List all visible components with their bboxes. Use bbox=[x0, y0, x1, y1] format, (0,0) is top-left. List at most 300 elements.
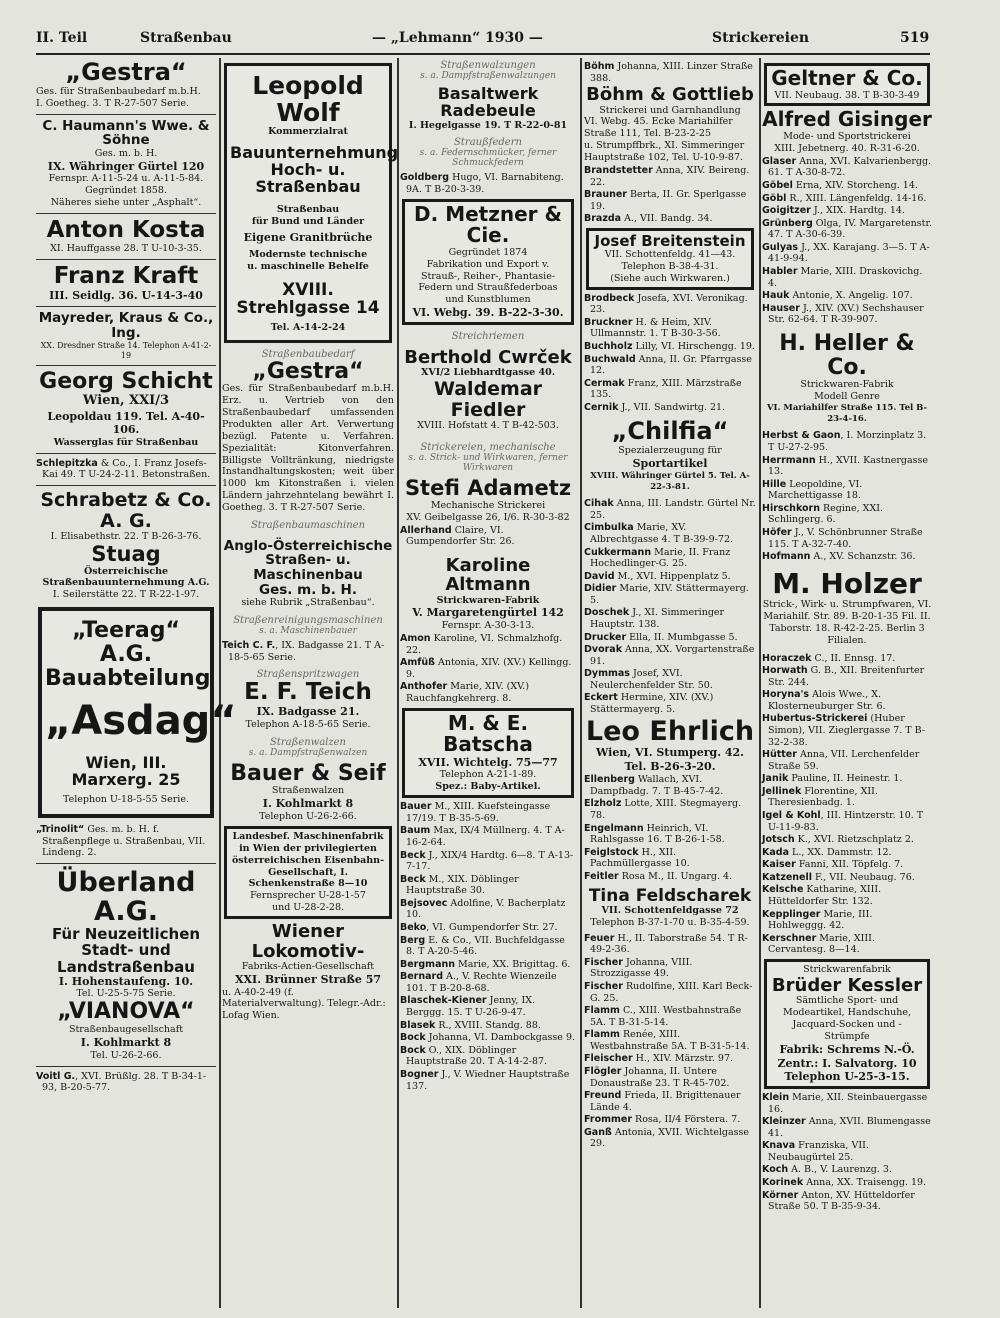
listing-line: Strickwaren-Fabrik bbox=[436, 594, 540, 606]
listing-line: Strickerei und Garnhandlung bbox=[599, 104, 741, 116]
ad-line: „Teerag“ A.G. bbox=[72, 618, 180, 667]
entry-name: Höfer bbox=[762, 527, 792, 539]
entry-text: (Huber Simon), VII. Zieglergasse 7. T B-32-2-38. bbox=[768, 713, 926, 748]
entry-name: Beck bbox=[400, 849, 426, 861]
directory-entry bbox=[762, 430, 932, 453]
listing-bauer-seif bbox=[222, 762, 394, 823]
listing-fiedler bbox=[400, 379, 576, 432]
directory-entry bbox=[584, 871, 756, 883]
listing-name: Leo Ehrlich bbox=[585, 715, 755, 747]
rubric-heading: Straßenwalzungen bbox=[440, 60, 536, 71]
entry-list bbox=[762, 430, 932, 562]
rubric-heading: Straßenwalzen bbox=[270, 736, 346, 748]
listing-line: Mechanische Strickerei bbox=[430, 499, 546, 511]
divider bbox=[36, 259, 216, 260]
directory-entry bbox=[400, 825, 576, 848]
directory-entry bbox=[762, 1164, 932, 1176]
listing-vianova bbox=[36, 1000, 216, 1061]
entry-name: Fleischer bbox=[584, 1053, 633, 1065]
ad-line: Telephon U-18-5-55 Serie. bbox=[62, 794, 189, 806]
listing-text: Antonia, XIV. (XV.) Kellingg. 9. bbox=[406, 657, 572, 680]
directory-entry bbox=[584, 847, 756, 870]
ad-line: Fernsprecher U-28-1-57 bbox=[250, 890, 366, 902]
listing-line: Telephon A-18-5-65 Serie. bbox=[245, 718, 371, 730]
ad-line: Strickwarenfabrik bbox=[803, 963, 891, 975]
entry-name: Drucker bbox=[584, 631, 627, 643]
directory-entry bbox=[762, 859, 932, 871]
ad-brand: Leopold Wolf bbox=[252, 71, 364, 127]
listing-ef-teich bbox=[222, 680, 394, 730]
listing-chilfia bbox=[584, 419, 756, 492]
entry-name: Kada bbox=[762, 846, 789, 858]
directory-entry bbox=[762, 180, 932, 192]
entry-text: O., XIX. Döblinger Hauptstraße 20. T A-14-2-87. bbox=[406, 1044, 548, 1068]
entry-text: R., XVIII. Standg. 88. bbox=[435, 1019, 541, 1031]
entry-text: H., XVII. Kastnergasse 13. bbox=[768, 454, 928, 478]
listing-heller bbox=[762, 332, 932, 425]
listing-line: IX. Währinger Gürtel 120 bbox=[47, 159, 205, 173]
entry-name: Hubertus-Strickerei bbox=[762, 713, 868, 725]
entry-list bbox=[584, 165, 756, 225]
listing-line: Leopoldau 119. Tel. A-40-106. bbox=[47, 409, 205, 437]
entry-text: Heinrich, VI. Rahlsgasse 16. T B-26-1-58. bbox=[590, 822, 725, 846]
directory-entry bbox=[400, 995, 576, 1018]
ad-line: XVII. Wichtelg. 75—77 bbox=[418, 755, 558, 769]
entry-name: Bernard bbox=[400, 971, 444, 983]
ad-line: Landesbef. Maschinenfabrik in Wien der privilegierten österreichischen Eisenbahn-Gesellschaft, I. Schenkenstraße 8—10 bbox=[231, 830, 385, 890]
listing-teich bbox=[222, 640, 394, 663]
divider bbox=[36, 453, 216, 454]
entry-name: Doschek bbox=[584, 607, 630, 619]
directory-entry bbox=[400, 1045, 576, 1068]
directory-entry bbox=[584, 933, 756, 956]
entry-text: Fanni, XII. Töpfelg. 7. bbox=[795, 859, 904, 871]
listing-haumann bbox=[36, 119, 216, 209]
entry-text: Max, IX/4 Müllnerg. 4. T A-16-2-64. bbox=[406, 825, 565, 848]
entry-name: Cimbulka bbox=[584, 522, 634, 534]
ad-line: VII. Neubaug. 38. T B-30-3-49 bbox=[774, 89, 920, 101]
listing-line: Fernspr. A-11-5-24 u. A-11-5-84. bbox=[48, 173, 204, 185]
listing-line: I. Hohenstaufeng. 10. bbox=[58, 974, 194, 988]
entry-name: Buchholz bbox=[584, 340, 633, 352]
directory-entry bbox=[584, 1090, 756, 1113]
ad-brand: D. Metzner & Cie. bbox=[414, 201, 562, 248]
entry-name: Elzholz bbox=[584, 798, 622, 810]
listing-line: Für Neuzeitlichen Stadt- und Landstraßenbau bbox=[51, 925, 201, 976]
entry-text: Franziska, VII. Neubaugürtel 25. bbox=[768, 1140, 869, 1163]
ad-line: (Siehe auch Wirkwaren.) bbox=[610, 272, 730, 284]
listing-name: Anthofer bbox=[400, 681, 448, 693]
listing-line: VII. Schottenfeldgasse 72 bbox=[601, 904, 739, 916]
entry-text: Olga, IV. Margaretenstr. 47. T A-30-6-39. bbox=[768, 217, 932, 241]
header-rule bbox=[36, 53, 930, 55]
entry-name: Bock bbox=[400, 1044, 426, 1056]
listing-name: H. Heller & Co. bbox=[779, 330, 915, 380]
ad-line: VI. Webg. 39. B-22-3-30. bbox=[412, 306, 564, 320]
column-1 bbox=[36, 58, 237, 1095]
entry-text: Marie, III. Hohlweggg. 42. bbox=[768, 908, 873, 932]
entry-list bbox=[762, 653, 932, 956]
ad-brand: M. & E. Batscha bbox=[443, 710, 533, 757]
entry-text: Anna, XVI. Kalvarienbergg. 61. T A-30-8-72. bbox=[768, 155, 932, 179]
directory-entry bbox=[584, 1066, 756, 1089]
listing-boehm-gottlieb bbox=[584, 85, 756, 164]
entry-name: Dymmas bbox=[584, 668, 630, 680]
directory-entry bbox=[584, 1053, 756, 1065]
entry-name: Brauner bbox=[584, 189, 627, 201]
ad-leopold-wolf bbox=[224, 63, 399, 343]
listing-name: C. Haumann's Wwe. & Söhne bbox=[42, 117, 210, 149]
entry-text: F., VII. Neubaug. 76. bbox=[812, 871, 915, 883]
directory-entry bbox=[762, 665, 932, 688]
entry-list bbox=[584, 498, 756, 715]
directory-entry bbox=[762, 689, 932, 712]
listing-line: V. Margaretengürtel 142 bbox=[412, 606, 564, 620]
listing-text: Hugo, VI. Barnabiteng. 9A. T B-20-3-39. bbox=[406, 172, 564, 195]
ad-line: für Bund und Länder bbox=[251, 215, 365, 227]
entry-name: Knava bbox=[762, 1140, 796, 1152]
listing-line: Wasserglas für Straßenbau bbox=[53, 437, 199, 448]
listing-name: Amfüß bbox=[400, 657, 435, 669]
entry-text: Johanna, VI. Dambockgasse 9. bbox=[425, 1032, 576, 1044]
entry-text: Frieda, II. Brigittenauer Lände 4. bbox=[590, 1090, 741, 1113]
directory-entry bbox=[762, 1177, 932, 1189]
entry-name: Horaczek bbox=[762, 652, 812, 664]
section-title-left: Straßenbau bbox=[140, 30, 232, 46]
ad-line: Telephon A-21-1-89. bbox=[439, 769, 537, 781]
entry-text: Anna, VII. Lerchenfelder Straße 59. bbox=[768, 749, 920, 772]
ad-line: Kommerzialrat bbox=[268, 126, 348, 137]
listing-line: Strickwaren-Fabrik bbox=[800, 379, 894, 391]
directory-entry bbox=[762, 884, 932, 907]
entry-text: R., XIII. Längenfeldg. 14-16. bbox=[786, 192, 927, 204]
entry-list bbox=[400, 801, 576, 1092]
listing-name: „Trinolit“ bbox=[36, 824, 85, 836]
listing-line: Tel. U-26-2-66. bbox=[90, 1049, 162, 1061]
part-label: II. Teil bbox=[36, 30, 88, 46]
entry-name: David bbox=[584, 570, 615, 582]
listing-lokomotiv bbox=[222, 922, 394, 1022]
entry-text: Anton, XV. Hütteldorfer Straße 50. T B-35-9-34. bbox=[768, 1189, 915, 1213]
entry-text: , VI. Gumpendorfer Str. 27. bbox=[426, 921, 558, 933]
listing-text: Ges. für Straßenbaubedarf m.b.H. Erz. u. Vertrieb von den Straßenbaubedarf umfassenden Produkten aller Art. Verwertung bezügl. Patente u. Verfahren. Spezialität: Kitonverfahren. Billigste Volltränkung, niedrigste Instandhaltungskosten; weit über 1000 km Kitonstraßen i. vielen Ländern jahrzehntelang bewährt I. Goetheg. 3. T R-27-507 Serie. bbox=[222, 383, 394, 514]
entry-text: H., XII. Pachmüllergasse 10. bbox=[590, 846, 690, 870]
ad-brand: Brüder Kessler bbox=[771, 974, 923, 996]
column-3 bbox=[400, 60, 576, 1093]
divider bbox=[36, 1066, 216, 1067]
entry-text: Marie, XIII. Cervantesg. 8—14. bbox=[768, 932, 875, 956]
entry-text: Marie, XIII. Draskovichg. 4. bbox=[768, 266, 923, 289]
listing-line: Gegründet 1858. bbox=[85, 185, 167, 197]
listing-name: Mayreder, Kraus & Co., Ing. bbox=[38, 310, 214, 341]
listing-name: E. F. Teich bbox=[244, 679, 372, 706]
listing-line: Tel. U-25-5-75 Serie. bbox=[76, 988, 176, 1000]
entry-name: Göbl bbox=[762, 192, 787, 204]
directory-entry bbox=[584, 668, 756, 691]
listing-line: I. Seilerstätte 22. T R-22-1-97. bbox=[52, 589, 200, 601]
listing-name: Teich C. F. bbox=[222, 640, 276, 652]
entry-text: Josef, XVI. Neulerchenfelder Str. 50. bbox=[590, 668, 713, 691]
directory-entry bbox=[584, 607, 756, 630]
entry-name: Ellenberg bbox=[584, 774, 635, 786]
entry-name: Hütter bbox=[762, 749, 797, 761]
entry-name: Kerschner bbox=[762, 932, 817, 944]
entry-name: Korinek bbox=[762, 1177, 804, 1189]
directory-entry bbox=[584, 213, 756, 225]
listing-text: , XVI. Brüßlg. 28. T B-34-1-93, B-20-5-77. bbox=[42, 1070, 207, 1094]
directory-entry bbox=[584, 1127, 756, 1150]
entry-name: Hofmann bbox=[762, 551, 811, 563]
column-rule bbox=[580, 58, 582, 1308]
entry-text: Marie, II. Franz Hochedlinger-G. 25. bbox=[590, 546, 731, 570]
listing-name: M. Holzer bbox=[772, 566, 922, 600]
entry-text: Lilly, VI. Hirschengg. 19. bbox=[632, 340, 755, 352]
entry-text: Ella, II. Mumbgasse 5. bbox=[626, 631, 738, 643]
listing-kraft bbox=[36, 264, 216, 303]
entry-text: M., XVI. Hippenplatz 5. bbox=[614, 570, 731, 582]
directory-entry bbox=[762, 193, 932, 205]
entry-name: Cernik bbox=[584, 401, 619, 413]
ad-kessler bbox=[764, 959, 930, 1089]
entry-text: M., XIX. Döblinger Hauptstraße 30. bbox=[406, 873, 519, 897]
directory-entry bbox=[762, 872, 932, 884]
divider bbox=[36, 485, 216, 486]
listing-name: Georg Schicht bbox=[39, 368, 213, 394]
entry-name: Hirschkorn bbox=[762, 502, 820, 514]
entry-name: Brandstetter bbox=[584, 164, 653, 176]
entry-name: Freund bbox=[584, 1090, 622, 1102]
entry-name: Beck bbox=[400, 873, 426, 885]
entry-name: Bejsovec bbox=[400, 897, 448, 909]
directory-entry bbox=[584, 354, 756, 377]
listing-ehrlich bbox=[584, 717, 756, 774]
entry-text: Wallach, XVI. Dampfbadg. 7. T B-45-7-42. bbox=[590, 774, 724, 797]
listing-basaltwerk bbox=[400, 85, 576, 131]
column-rule bbox=[397, 58, 399, 1308]
entry-text: Anna, XX. Vorgartenstraße 91. bbox=[590, 644, 755, 667]
directory-entry bbox=[762, 834, 932, 846]
listing-line: Ges. für Straßenbaubedarf m.b.H. bbox=[36, 85, 201, 97]
listing-name: Böhm bbox=[584, 61, 615, 72]
entry-name: Göbel bbox=[762, 179, 793, 191]
listing-text: Johanna, XIII. Linzer Straße 388. bbox=[590, 61, 753, 84]
listing-text: Claire, VI. Gumpendorfer Str. 26. bbox=[406, 524, 515, 548]
listing-line: I. Kohlmarkt 8 bbox=[262, 797, 354, 811]
entry-text: Marie, XIV. Stättermayerg. 5. bbox=[590, 583, 749, 606]
entry-name: Fischer bbox=[584, 956, 623, 968]
directory-entry bbox=[762, 551, 932, 563]
entry-name: Kaiser bbox=[762, 859, 796, 871]
directory-entry bbox=[762, 242, 932, 265]
ad-brand: „Asdag“ bbox=[45, 698, 237, 745]
entry-text: C., II. Ennsg. 17. bbox=[811, 652, 896, 664]
entry-text: Anna, II. Gr. Pfarrgasse 12. bbox=[590, 353, 752, 377]
directory-entry bbox=[762, 1140, 932, 1163]
listing-goldberg bbox=[400, 172, 576, 195]
entry-text: Hermine, XIV. (XV.) Stättermayerg. 5. bbox=[590, 692, 714, 716]
ad-line: Wien, III. Marxerg. 25 bbox=[71, 752, 181, 789]
listing-gestra bbox=[36, 60, 216, 110]
entry-name: Feiglstock bbox=[584, 846, 639, 858]
entry-name: Blasek bbox=[400, 1019, 436, 1031]
directory-entry bbox=[762, 503, 932, 526]
listing-line: III. Seidlg. 36. U-14-3-40 bbox=[49, 288, 203, 302]
directory-entry bbox=[762, 1116, 932, 1139]
directory-entry bbox=[584, 341, 756, 353]
entry-text: Regine, XXI. Schlingerg. 6. bbox=[768, 502, 883, 526]
entry-text: J., VII. Sandwirtg. 21. bbox=[618, 401, 726, 413]
entry-name: Eckert bbox=[584, 692, 618, 704]
entry-name: Bergmann bbox=[400, 958, 456, 970]
listing-name: „VIANOVA“ bbox=[57, 999, 195, 1025]
ad-teerag bbox=[38, 607, 237, 818]
directory-entry bbox=[584, 547, 756, 570]
listing-line: u. A-40-2-49 (f. Materialverwaltung). Telegr.-Adr.: Lofag Wien. bbox=[222, 986, 386, 1022]
entry-name: Körner bbox=[762, 1189, 799, 1201]
ad-line: Gegründet 1874 bbox=[448, 246, 528, 258]
ad-line: VII. Schottenfeldg. 41—43. bbox=[604, 249, 736, 261]
entry-text: Florentine, XII. Theresienbadg. 1. bbox=[768, 785, 878, 809]
listing-name: Stuag bbox=[91, 541, 161, 566]
entry-text: Berta, II. Gr. Sperlgasse 19. bbox=[590, 189, 747, 212]
directory-entry bbox=[762, 455, 932, 478]
rubric-heading: Streichriemen bbox=[451, 330, 525, 342]
listing-allerhand bbox=[400, 525, 576, 548]
rubric-subheading: s. a. Maschinenbauer bbox=[259, 626, 357, 637]
listing-text: Karoline, VI. Schmalzhofg. 22. bbox=[406, 633, 563, 656]
directory-entry bbox=[584, 774, 756, 797]
directory-entry bbox=[762, 218, 932, 241]
entry-text: , III. Hintzerstr. 10. T U-11-9-83. bbox=[768, 810, 924, 833]
entry-name: Berg bbox=[400, 934, 426, 946]
divider bbox=[36, 306, 216, 307]
listing-line: Österreichische Straßenbauunternehmung A.G. bbox=[42, 565, 210, 589]
entry-name: Kepplinger bbox=[762, 908, 821, 920]
directory-entry bbox=[400, 922, 576, 934]
entry-text: Anna, XIV. Beireng. 22. bbox=[590, 164, 750, 188]
entry-name: Koch bbox=[762, 1164, 789, 1176]
listing-line: XI. Hauffgasse 28. T U-10-3-35. bbox=[50, 242, 202, 254]
directory-entry bbox=[584, 632, 756, 644]
rubric-heading: Straßenbaumaschinen bbox=[250, 519, 366, 531]
entry-text: J., XIV. (XV.) Sechshauser Str. 62-64. T R-39-907. bbox=[768, 302, 924, 326]
ad-line: Sämtliche Sport- und Modeartikel, Handschuhe, Jacquard-Socken und -Strümpfe bbox=[782, 995, 911, 1042]
entry-text: K., XVI. Rietzschplatz 2. bbox=[794, 834, 914, 846]
listing-name: Amon bbox=[400, 633, 431, 645]
entry-name: Gulyas bbox=[762, 241, 799, 253]
entry-text: Rudolfine, XIII. Karl Beck-G. 25. bbox=[590, 980, 753, 1004]
listing-line: XXI. Brünner Straße 57 bbox=[234, 972, 382, 986]
listing-anthofer bbox=[400, 681, 576, 704]
entry-name: Kelsche bbox=[762, 884, 804, 896]
ad-line: Bauabteilung bbox=[45, 665, 211, 691]
column-rule bbox=[219, 58, 221, 1308]
listing-line: Fabriks-Actien-Gesellschaft bbox=[241, 960, 375, 972]
entry-text: G. B., XII. Breitenfurter Str. 244. bbox=[768, 665, 925, 688]
entry-name: Janik bbox=[762, 773, 789, 785]
directory-entry bbox=[762, 933, 932, 956]
divider bbox=[36, 365, 216, 366]
listing-name: „Chilfia“ bbox=[611, 417, 729, 446]
entry-name: Kleinzer bbox=[762, 1116, 806, 1128]
ad-line: und U-28-2-28. bbox=[271, 902, 345, 914]
listing-name: Bauer & Seif bbox=[230, 760, 386, 786]
listing-ueberland bbox=[36, 868, 216, 1001]
rubric-heading: Strickereien, mechanische bbox=[420, 442, 556, 454]
listing-line: Straßenbaugesellschaft bbox=[68, 1024, 184, 1036]
directory-entry bbox=[584, 571, 756, 583]
directory-entry bbox=[762, 749, 932, 772]
entry-name: Feitler bbox=[584, 870, 619, 882]
listing-name: Waldemar Fiedler bbox=[433, 378, 543, 421]
listing-name: Anglo-Österreichische bbox=[223, 537, 393, 554]
column-5 bbox=[762, 60, 932, 1214]
listing-line: Ges. m. b. H. bbox=[259, 581, 357, 598]
entry-text: Josefa, XVI. Veronikag. 23. bbox=[590, 292, 748, 316]
entry-name: Flamm bbox=[584, 1029, 620, 1041]
directory-entry bbox=[400, 1032, 576, 1044]
listing-line: Straßen- u. Maschinenbau bbox=[253, 552, 363, 584]
ad-line: u. maschinelle Behelfe bbox=[247, 261, 369, 273]
listing-name: Schlepitzka bbox=[36, 457, 98, 469]
listing-name: Überland A.G. bbox=[56, 866, 196, 927]
listing-boehm-johanna bbox=[584, 61, 756, 84]
entry-name: Hauser bbox=[762, 302, 800, 314]
running-title: — „Lehmann“ 1930 — bbox=[372, 30, 543, 46]
ad-landesbef bbox=[224, 826, 392, 919]
listing-name: Stefi Adametz bbox=[404, 476, 572, 501]
entry-text: Erna, XIV. Storcheng. 14. bbox=[792, 179, 918, 191]
entry-text: E. & Co., VII. Buchfeldgasse 8. T A-20-5-46. bbox=[406, 934, 565, 958]
listing-line: Spezialerzeugung für bbox=[618, 445, 722, 457]
entry-text: A., XV. Schanzstr. 36. bbox=[810, 551, 916, 563]
directory-entry bbox=[584, 1005, 756, 1028]
listing-name: Tina Feldscharek bbox=[588, 885, 752, 906]
entry-name: Brazda bbox=[584, 213, 622, 225]
entry-text: H., II. Taborstraße 54. T R-49-2-36. bbox=[590, 932, 748, 956]
directory-entry bbox=[584, 583, 756, 606]
listing-text: Marie, XIV. (XV.) Rauchfangkehrerg. 8. bbox=[406, 681, 530, 704]
directory-entry bbox=[762, 303, 932, 326]
listing-gisinger bbox=[762, 109, 932, 154]
listing-line: XVIII. Währinger Gürtel 5. Tel. A-22-3-81. bbox=[590, 470, 750, 492]
directory-entry bbox=[584, 402, 756, 414]
ad-line: Bauunternehmung bbox=[230, 142, 399, 162]
entry-name: Habler bbox=[762, 266, 798, 278]
listing-line: Fernspr. A-30-3-13. bbox=[441, 620, 535, 632]
entry-text: Antonie, X. Angelig. 107. bbox=[789, 290, 913, 302]
listing-line: IX. Badgasse 21. bbox=[256, 705, 360, 719]
page-number: 519 bbox=[900, 30, 930, 46]
entry-name: Brodbeck bbox=[584, 292, 635, 304]
entry-name: Herrmann bbox=[762, 454, 816, 466]
ad-line: Eigene Granitbrüche bbox=[243, 231, 373, 245]
directory-entry bbox=[584, 1114, 756, 1126]
entry-name: Hille bbox=[762, 478, 787, 490]
ad-line: Spez.: Baby-Artikel. bbox=[435, 781, 541, 793]
entry-name: Horyna's bbox=[762, 689, 810, 701]
entry-name: Hauk bbox=[762, 290, 790, 302]
entry-name: Dvorak bbox=[584, 644, 623, 656]
directory-entry bbox=[584, 1029, 756, 1052]
entry-name: Flögler bbox=[584, 1065, 622, 1077]
entry-text: Rosa M., II. Ungarg. 4. bbox=[618, 870, 733, 882]
directory-entry bbox=[762, 290, 932, 302]
divider bbox=[36, 213, 216, 214]
directory-entry bbox=[762, 786, 932, 809]
ad-line: Fabrikation und Export v. Strauß-, Reiher-, Phantasie-Federn und Straußfederboas und Kunstblumen bbox=[418, 258, 558, 306]
listing-text: Ges. m. b. H. f. Straßenpflege u. Straßenbau, VII. Lindeng. 2. bbox=[42, 824, 206, 859]
